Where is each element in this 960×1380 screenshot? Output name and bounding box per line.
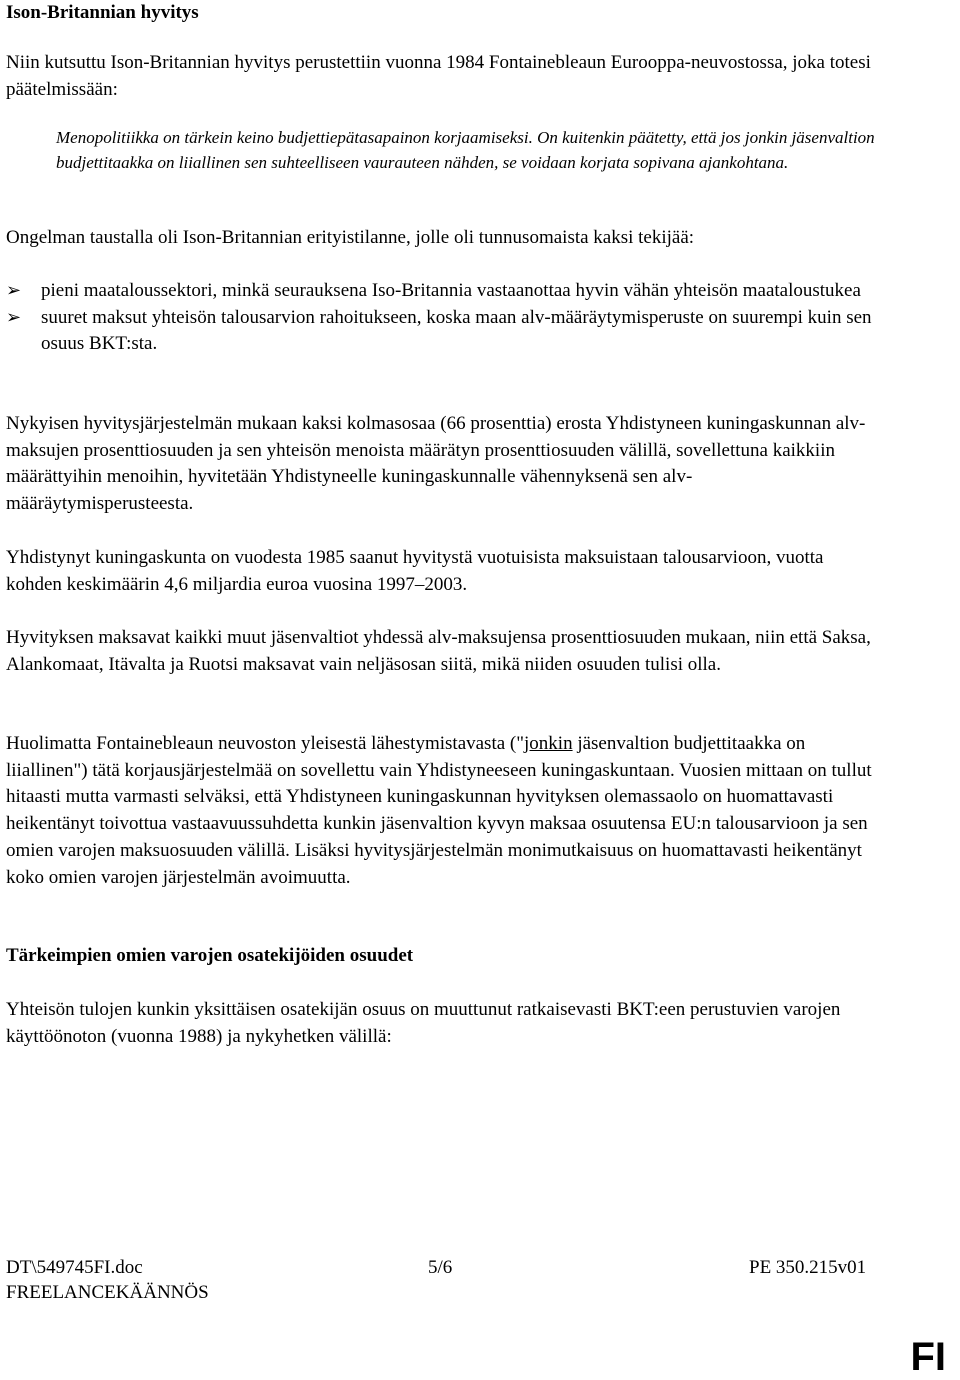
list-item: ➢ suuret maksut yhteisön talousarvion rahoitukseen, koska maan alv-määräytymisperuste on suurempi kuin sen osuus BKT:sta. <box>6 306 872 355</box>
underlined-word: jonkin <box>524 733 573 754</box>
arrow-bullet-icon: ➢ <box>6 280 22 301</box>
section-title: Ison-Britannian hyvitys <box>6 2 199 23</box>
section-title: Tärkeimpien omien varojen osatekijöiden osuudet <box>6 945 414 966</box>
list-item: ➢ pieni maataloussektori, minkä seurauksena Iso-Britannia vastaanottaa hyvin vähän yhteisön maataloustukea <box>6 278 906 305</box>
intro-paragraph: Niin kutsuttu Ison-Britannian hyvitys perustettiin vuonna 1984 Fontainebleaun Eurooppa-neuvostossa, joka totesi päätelmissään: <box>6 52 871 100</box>
factor-list <box>6 278 906 358</box>
quoted-conclusion: Menopolitiikka on tärkein keino budjettiepätasapainon korjaamiseksi. On kuitenkin päätetty, että jos jonkin jäsenvaltion budjettitaakka on liiallinen sen suhteelliseen vaurauteen nähden, se voidaan korjata sopivana ajankohtana. <box>56 128 875 172</box>
current-system-paragraph: Nykyisen hyvitysjärjestelmän mukaan kaksi kolmasosaa (66 prosenttia) erosta Yhdistyneen kuningaskunnan alv-maksujen prosenttiosuuden ja sen yhteisön menoista määrätyn prosenttiosuuden välillä, sovellettuna kaikkiin määrättyihin menoihin, hyvitetään Yhdistyneelle kuningaskunnalle vähennyksenä sen alv-määräytymisperusteesta. <box>6 413 866 515</box>
language-code: FI <box>910 1335 946 1379</box>
pe-reference: PE 350.215v01 <box>749 1257 867 1278</box>
page-number: 5/6 <box>428 1257 453 1278</box>
arrow-bullet-icon: ➢ <box>6 306 22 328</box>
shares-paragraph: Yhteisön tulojen kunkin yksittäisen osatekijän osuus on muuttunut ratkaisevasti BKT:een perustuvien varojen käyttöönoton (vuonna 1988) ja nykyhetken välillä: <box>6 999 841 1047</box>
paid-paragraph: Hyvityksen maksavat kaikki muut jäsenvaltiot yhdessä alv-maksujensa prosenttiosuuden mukaan, niin että Saksa, Alankomaat, Itävalta ja Ruotsi maksavat vain neljäsosan siitä, mikä niiden osuuden tulisi olla. <box>6 627 871 675</box>
despite-paragraph: Huolimatta Fontainebleaun neuvoston yleisestä lähestymistavasta ("jonkin jäsenvaltion budjettitaakka on liiallinen") tätä korjausjärjestelmää on sovellettu vain Yhdistyneeseen kuningaskuntaan. Vuosien mittaan on tullut hitaasti mutta varmasti selväksi, että Yhdistyneen kuningaskunnan hyvityksen olemassaolo on huomattavasti heikentänyt toivottua vastaavuussuhdetta kunkin jäsenvaltion kyvyn maksaa osuutensa EU:n talousarvioon ja sen omien varojen maksuosuuden välillä. Lisäksi hyvitysjärjestelmän monimutkaisuus on huomattavasti heikentänyt koko omien varojen järjestelmän avoimuutta. <box>6 733 872 888</box>
background-paragraph: Ongelman taustalla oli Ison-Britannian erityistilanne, jolle oli tunnusomaista kaksi tekijää: <box>6 227 695 248</box>
received-paragraph: Yhdistynyt kuningaskunta on vuodesta 1985 saanut hyvitystä vuotuisista maksuistaan talousarvioon, vuotta kohden keskimäärin 4,6 miljardia euroa vuosina 1997–2003. <box>6 547 824 595</box>
doc-reference: DT\549745FI.doc <box>6 1257 143 1278</box>
translator-label: FREELANCEKÄÄNNÖS <box>6 1282 209 1303</box>
